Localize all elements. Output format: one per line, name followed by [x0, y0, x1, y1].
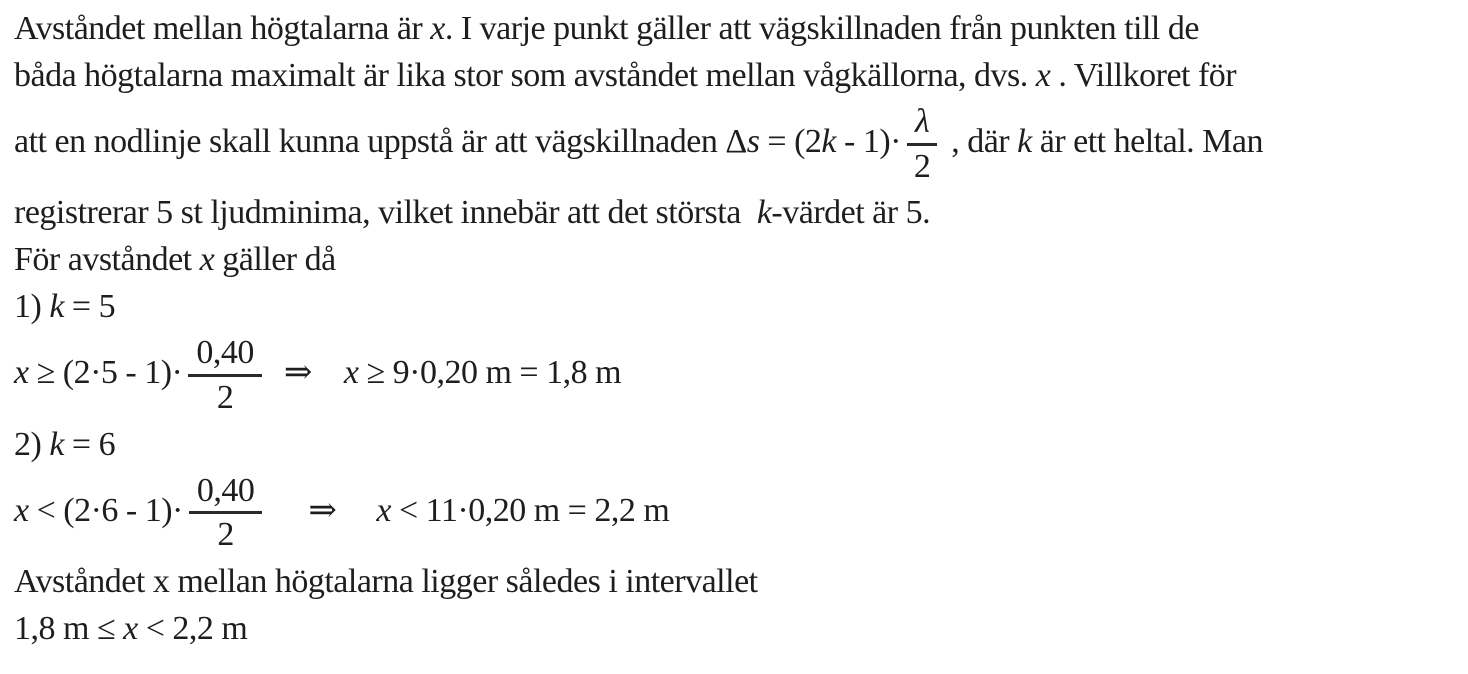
- text-run: att en nodlinje skall kunna uppstå är att vägskillnaden Δ: [14, 122, 747, 160]
- fraction: [189, 473, 263, 553]
- paragraph-line-4: [14, 189, 1462, 236]
- fraction-numerator: 0,40: [188, 335, 262, 377]
- text-run: = 5: [63, 288, 116, 326]
- math-variable: k: [49, 288, 64, 326]
- conclusion-line: [14, 558, 1462, 605]
- case-1-label: [14, 283, 1462, 330]
- text-run: För avståndet: [14, 241, 200, 279]
- text-run: -värdet är 5.: [771, 194, 931, 232]
- text-run: 2): [14, 425, 50, 463]
- math-variable: x: [343, 354, 359, 392]
- fraction-numerator: 0,40: [189, 473, 263, 515]
- text-run: 1): [14, 288, 50, 326]
- math-variable: s: [746, 122, 760, 160]
- math-variable: x: [123, 610, 138, 648]
- math-variable: k: [1017, 122, 1032, 160]
- text-run: är ett heltal. Man: [1031, 122, 1263, 160]
- text-run: , där: [943, 122, 1018, 160]
- text-run: båda högtalarna maximalt är lika stor som avståndet mellan vågkällorna, dvs.: [14, 57, 1036, 94]
- text-run: . I varje punkt gäller att vägskillnaden från punkten till de: [444, 10, 1199, 47]
- text-run: 1,8 m ≤: [14, 610, 124, 648]
- text-run: < 2,2 m: [137, 610, 248, 648]
- fraction-denominator: 2: [216, 379, 234, 417]
- math-variable: x: [14, 354, 29, 392]
- math-variable: k: [821, 122, 837, 160]
- text-run: < (2·6 - 1)·: [28, 491, 183, 529]
- fraction-denominator: 2: [217, 516, 234, 554]
- text-run: Avståndet x mellan högtalarna ligger således i intervallet: [14, 563, 758, 601]
- answer-interval-line: [14, 605, 1462, 652]
- paragraph-line-3-node-condition: [14, 104, 1462, 184]
- paragraph-line-1: [14, 5, 1462, 52]
- fraction: [188, 335, 262, 415]
- fraction-numerator: λ: [907, 104, 937, 146]
- text-run: . Villkoret för: [1050, 57, 1237, 94]
- math-variable: x: [1035, 57, 1051, 94]
- text-run: = (2: [759, 122, 822, 160]
- math-variable: x: [376, 491, 391, 529]
- text-run: = 6: [63, 425, 116, 463]
- text-run: ⇒: [267, 354, 344, 392]
- paragraph-line-5: [14, 236, 1462, 283]
- text-run: ≥ 9·0,20 m = 1,8 m: [358, 354, 622, 392]
- text-run: - 1)·: [836, 122, 901, 160]
- case-1-formula: [14, 335, 1462, 415]
- fraction-denominator: 2: [913, 147, 931, 185]
- math-variable: x: [199, 241, 215, 279]
- text-run: ⇒: [268, 491, 377, 529]
- paragraph-line-2: [14, 52, 1462, 99]
- math-variable: x: [430, 10, 445, 47]
- text-run: < 11·0,20 m = 2,2 m: [390, 491, 670, 529]
- case-2-label: [14, 421, 1462, 468]
- text-run: Avståndet mellan högtalarna är: [14, 10, 431, 47]
- math-variable: x: [14, 491, 29, 529]
- text-run: gäller då: [214, 241, 336, 279]
- text-run: ≥ (2·5 - 1)·: [28, 354, 183, 392]
- math-variable: k: [756, 194, 772, 232]
- text-run: registrerar 5 st ljudminima, vilket innebär att det största: [14, 194, 757, 232]
- math-variable: k: [49, 425, 64, 463]
- fraction: [907, 104, 937, 184]
- case-2-formula: [14, 473, 1462, 553]
